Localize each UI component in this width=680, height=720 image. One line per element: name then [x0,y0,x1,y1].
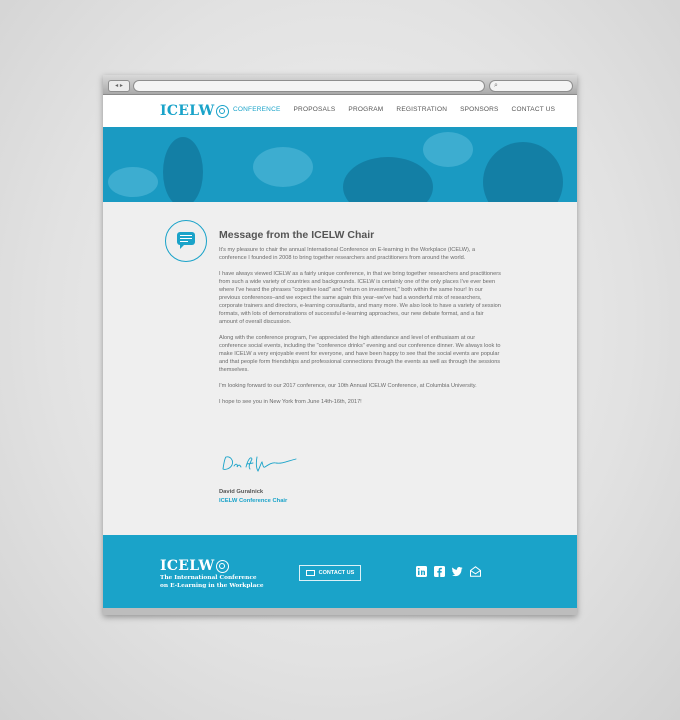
site-header [103,95,577,127]
message-section [103,202,577,535]
footer-logo[interactable] [160,558,229,574]
message-paragraph: I have always viewed ICELW as a fairly unique conference, in that we bring together researchers and practitioners from such a wide variety of countries and backgrounds. ICELW is certainly one of the only places I've ever been where I've heard the phrases "cognitive load" and "return on investment," both within the same hour! In our previous conferences–and we expect the same again this year–we've had a wonderful mix of researchers, corporate trainers and directors, e-learning consultants, and many more. We also look to have a variety of session formats, with lots of demonstrations of successful e-learning approaches, our new debate format, and a fair amount of overall discussion. [219,271,501,325]
hero-banner [103,127,577,202]
address-bar[interactable] [133,80,485,92]
message-paragraph: I'm looking forward to our 2017 conference, our 10th Annual ICELW Conference, at Columbia University. [219,383,477,389]
message-body [219,246,501,414]
hero-photo-highlight [423,132,473,167]
site-logo[interactable] [160,102,229,120]
nav-conference[interactable]: CONFERENCE [233,106,281,113]
logo-text: ICELW [160,103,215,119]
browser-toolbar [103,75,577,95]
search-icon: ⌕ [494,82,498,89]
main-nav [233,106,568,113]
footer-contact-label: CONTACT US [318,570,355,576]
footer-tagline [160,575,264,590]
nav-contact-us[interactable]: CONTACT US [511,106,556,113]
nav-proposals[interactable]: PROPOSALS [293,106,336,113]
hero-photo-highlight [253,147,313,187]
browser-search-field[interactable] [489,80,573,92]
footer-contact-button[interactable] [299,565,361,581]
nav-registration[interactable]: REGISTRATION [396,106,448,113]
logo-seal-icon [216,105,229,118]
footer-logo-text: ICELW [160,558,215,574]
hero-photo-figure [483,142,563,202]
nav-program[interactable]: PROGRAM [348,106,384,113]
site-footer [103,535,577,615]
browser-window [103,75,577,615]
hero-photo-figure [343,157,433,202]
message-paragraph: It's my pleasure to chair the annual International Conference on E-learning in the Workplace (ICELW), a conference I founded in 2008 to bring together researchers and practitioners from around the world. [219,247,476,261]
social-links [416,566,488,577]
hero-photo-figure [163,137,203,202]
footer-logo-seal-icon [216,560,229,573]
message-paragraph: Along with the conference program, I've appreciated the high attendance and level of enthusiasm at our conference social events, including the "conference drinks" evening and our conference dinner. We always look to make ICELW a very enjoyable event for everyone, and have been happy to see that the social events are popular and that people form friendships and professional connections through the events as well as through the sessions themselves. [219,335,501,373]
chat-bubble-icon [165,220,207,262]
browser-bottom-bar [103,608,577,615]
back-forward-buttons[interactable]: ◂ ▸ [108,80,130,92]
linkedin-icon[interactable] [416,566,427,577]
email-icon[interactable] [470,566,481,577]
signature-name: David Guralnick [219,489,264,495]
message-paragraph: I hope to see you in New York from June 14th-16th, 2017! [219,399,362,405]
hero-photo-highlight [108,167,158,197]
nav-sponsors[interactable]: SPONSORS [460,106,499,113]
facebook-icon[interactable] [434,566,445,577]
footer-tagline-line2: on E-Learning in the Workplace [160,582,264,589]
message-title: Message from the ICELW Chair [219,229,375,241]
footer-tagline-line1: The International Conference [160,575,257,581]
twitter-icon[interactable] [452,566,463,577]
handwritten-signature [220,453,300,475]
signature-role-link[interactable]: ICELW Conference Chair [219,498,288,504]
envelope-icon [306,570,315,576]
